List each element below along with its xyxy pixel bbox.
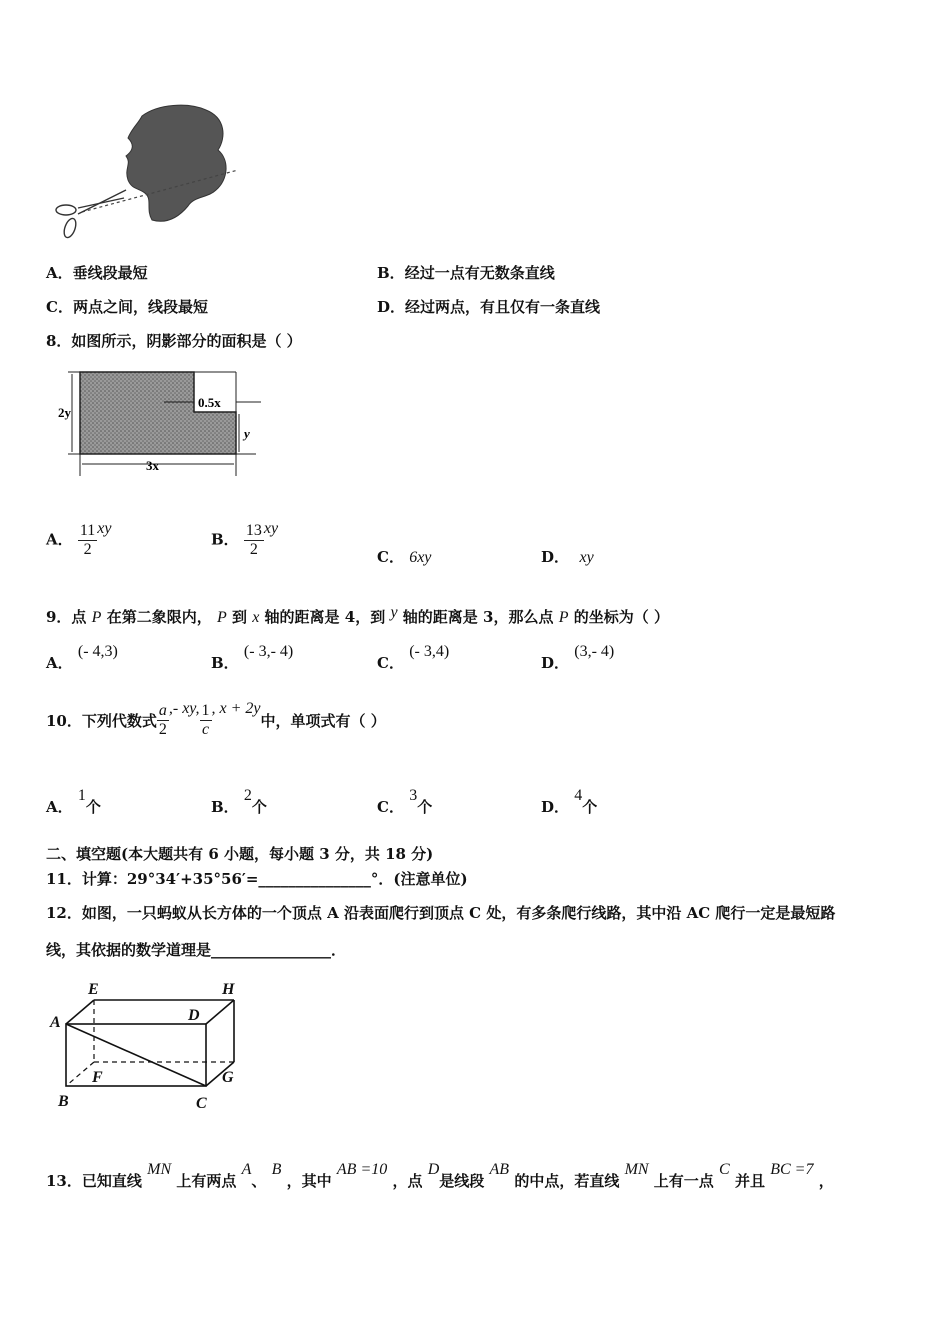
vertex-F: F	[92, 1069, 103, 1086]
cuboid-figure	[46, 976, 256, 1116]
q10-stem: 10．下列代数式 $\frac{a}{2}$ ,- xy, $\frac{1}{c}$ , x + 2y中，单项式有（ ）	[46, 699, 386, 738]
q8-option-d[interactable]: D． xy	[541, 548, 594, 566]
q10-option-b[interactable]: B． 2个	[211, 787, 267, 816]
q7-option-a[interactable]: A．垂线段最短	[46, 264, 148, 282]
q10-option-a[interactable]: A． 1个	[46, 787, 101, 816]
q8-figure	[56, 362, 266, 482]
label-0.5x: 0.5x	[198, 395, 221, 410]
q11-stem: 11．计算：29°34′+35°56′=_______________°．(注意单位)	[46, 870, 468, 888]
label-3x: 3x	[146, 458, 159, 473]
scissors-icon	[56, 190, 126, 239]
section-2-heading: 二、填空题(本大题共有 6 小题，每小题 3 分，共 18 分)	[46, 845, 434, 863]
vertex-H: H	[222, 981, 235, 998]
q13-stem: 13．已知直线 MN 上有两点 A、 B ，其中 AB =10 ，点 D是线段 AB 的中点，若直线 MN 上有一点 C 并且 BC =7 ，	[46, 1161, 834, 1190]
q9-option-a[interactable]: A． (- 4,3)	[46, 643, 118, 672]
vertex-C: C	[196, 1095, 207, 1112]
q9-option-b[interactable]: B． (- 3,- 4)	[211, 643, 294, 672]
q7-option-b[interactable]: B．经过一点有无数条直线	[377, 264, 555, 282]
q9-option-d[interactable]: D． (3,- 4)	[541, 643, 615, 672]
q10-option-d[interactable]: D． 4个	[541, 787, 598, 816]
fraction-1-c: $\frac{1}{c}$	[201, 702, 210, 738]
shaded-region	[80, 372, 236, 454]
q12-line1: 12．如图，一只蚂蚁从长方体的一个顶点 A 沿表面爬行到顶点 C 处，有多条爬行线路，其中沿 AC 爬行一定是最短路	[46, 904, 836, 922]
q7-option-d[interactable]: D．经过两点，有且仅有一条直线	[377, 298, 601, 316]
label-2y: 2y	[58, 405, 71, 420]
q7-option-c[interactable]: C．两点之间，线段最短	[46, 298, 208, 316]
fraction-11-2: $\frac{11}{2}$	[79, 522, 96, 558]
q9-stem: 9．点 P 在第二象限内， P 到 x 轴的距离是 4，到 y 轴的距离是 3，那么点 P 的坐标为（ ）	[46, 604, 669, 626]
vertex-D: D	[188, 1007, 200, 1024]
fraction-a-2: $\frac{a}{2}$	[158, 702, 167, 738]
q8-option-c[interactable]: C． 6xy	[377, 548, 432, 566]
vertex-E: E	[88, 981, 99, 998]
q12-line2: 线，其依据的数学道理是________________．	[46, 941, 347, 959]
q10-option-c[interactable]: C． 3个	[377, 787, 433, 816]
label-y: y	[244, 426, 250, 441]
vertex-G: G	[222, 1069, 234, 1086]
q8-stem: 8．如图所示，阴影部分的面积是（ ）	[46, 332, 302, 350]
q8-option-b[interactable]: B． $\frac{13}{2}$ xy	[211, 519, 279, 558]
q8-option-a[interactable]: A． $\frac{11}{2}$ xy	[46, 519, 112, 558]
leaf-scissors-figure	[48, 98, 248, 244]
vertex-A: A	[50, 1014, 61, 1031]
q9-option-c[interactable]: C． (- 3,4)	[377, 643, 450, 672]
leaf-shape	[126, 105, 226, 221]
vertex-B: B	[58, 1093, 69, 1110]
fraction-13-2: $\frac{13}{2}$	[245, 522, 262, 558]
